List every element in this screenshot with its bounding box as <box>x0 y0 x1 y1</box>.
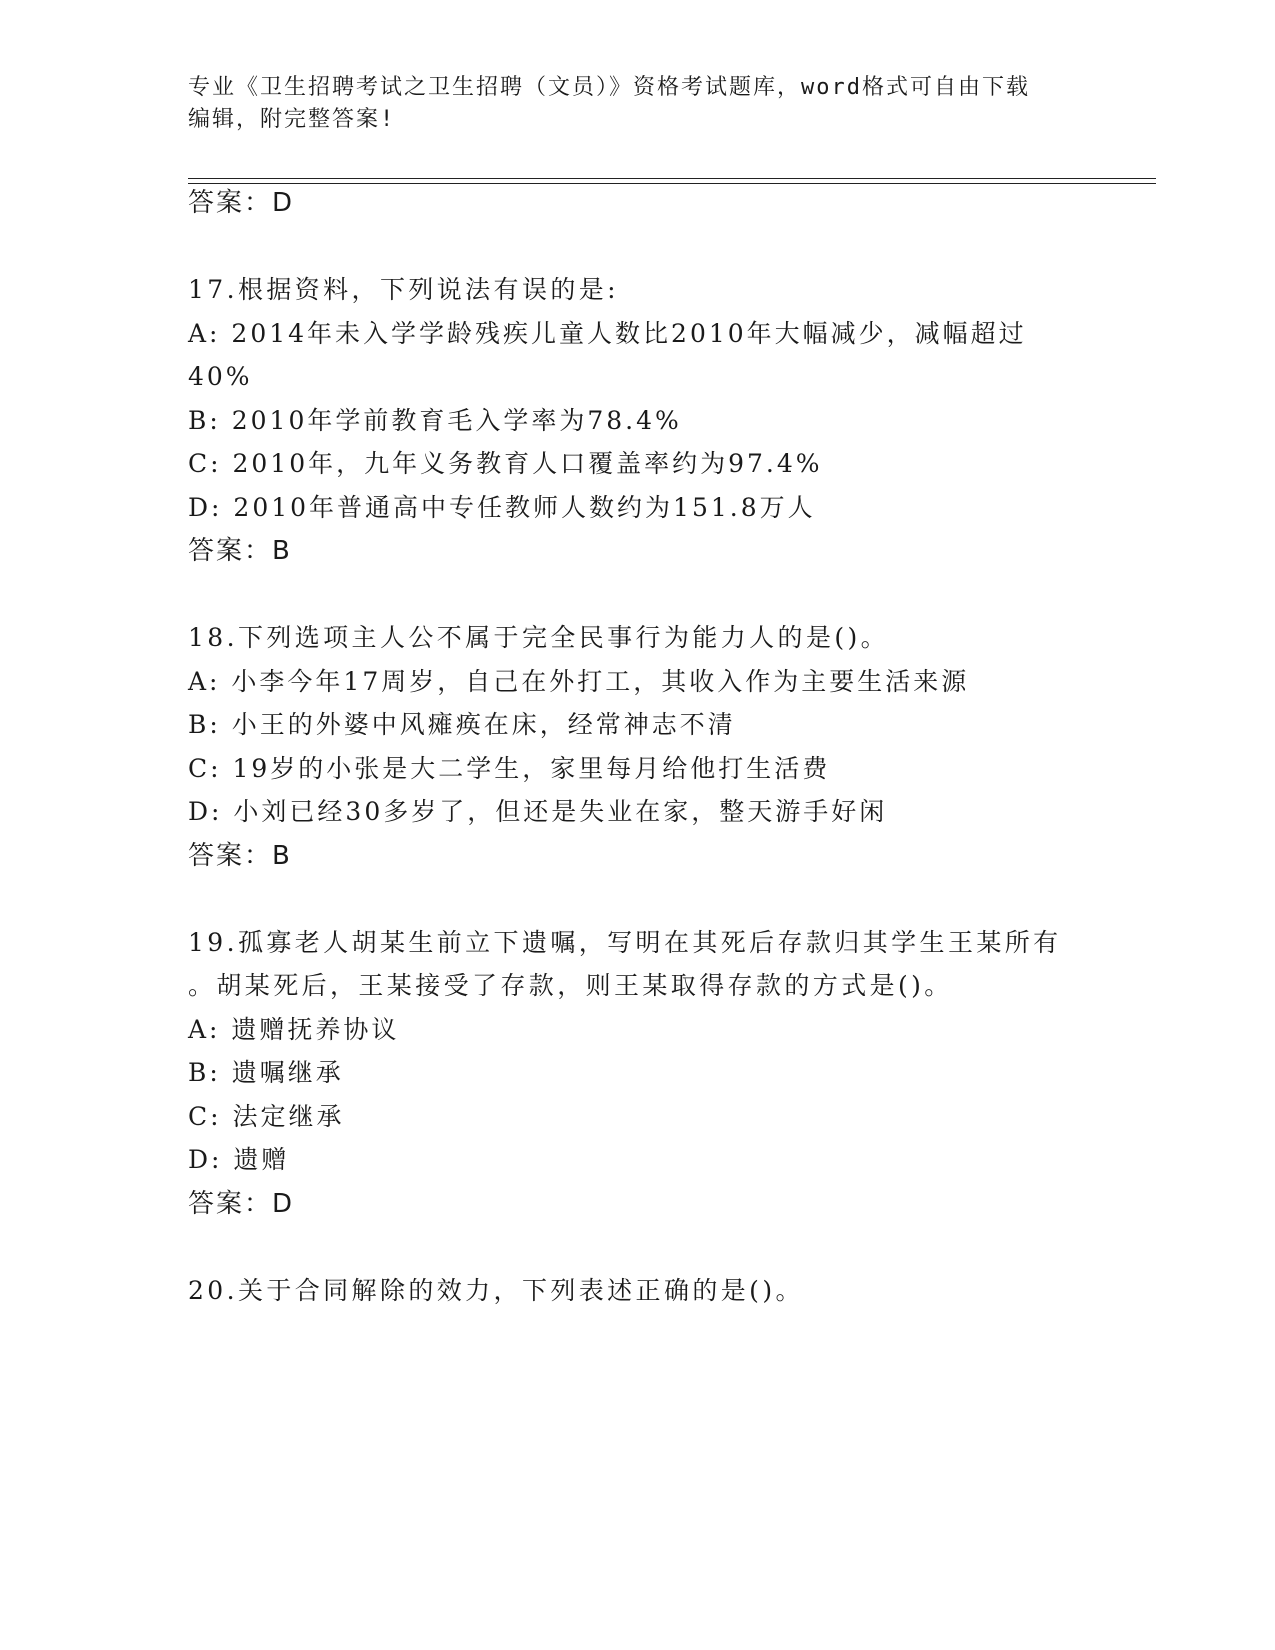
question-17-option-b: B: 2010年学前教育毛入学率为78.4% <box>188 406 682 435</box>
question-18-option-c: C: 19岁的小张是大二学生，家里每月给他打生活费 <box>188 754 831 783</box>
answer-17: 答案：B <box>188 536 292 566</box>
header-line-1: 专业《卫生招聘考试之卫生招聘（文员）》资格考试题库，word格式可自由下载 <box>188 75 1030 100</box>
question-17-option-d: D: 2010年普通高中专任教师人数约为151.8万人 <box>188 493 816 522</box>
question-19-option-a: A: 遗赠抚养协议 <box>188 1015 400 1044</box>
question-17-option-c: C: 2010年，九年义务教育人口覆盖率约为97.4% <box>188 449 823 478</box>
header-divider-bottom <box>188 183 1156 184</box>
question-19-option-d: D: 遗赠 <box>188 1145 290 1174</box>
question-19-option-c: C: 法定继承 <box>188 1102 345 1131</box>
question-17-option-a: A: 2014年未入学学龄残疾儿童人数比2010年大幅减少，减幅超过 <box>188 319 1027 348</box>
answer-16: 答案：D <box>188 188 295 218</box>
document-header <box>188 72 1088 136</box>
answer-18: 答案：B <box>188 841 292 871</box>
question-18-option-a: A: 小李今年17周岁，自己在外打工，其收入作为主要生活来源 <box>188 667 970 696</box>
question-19: 19.孤寡老人胡某生前立下遗嘱，写明在其死后存款归其学生王某所有 <box>188 928 1062 957</box>
question-19-option-b: B: 遗嘱继承 <box>188 1058 344 1087</box>
question-18: 18.下列选项主人公不属于完全民事行为能力人的是()。 <box>188 623 890 652</box>
question-17: 17.根据资料，下列说法有误的是: <box>188 275 619 304</box>
question-19-continued: 。胡某死后，王某接受了存款，则王某取得存款的方式是()。 <box>188 971 953 1000</box>
question-20: 20.关于合同解除的效力，下列表述正确的是()。 <box>188 1276 804 1305</box>
header-line-2: 编辑，附完整答案! <box>188 107 396 132</box>
question-18-option-b: B: 小王的外婆中风瘫痪在床，经常神志不清 <box>188 710 736 739</box>
question-18-option-d: D: 小刘已经30多岁了，但还是失业在家，整天游手好闲 <box>188 797 888 826</box>
answer-19: 答案：D <box>188 1189 295 1219</box>
question-17-option-a-continued: 40% <box>188 362 253 391</box>
header-divider-top <box>188 178 1156 179</box>
